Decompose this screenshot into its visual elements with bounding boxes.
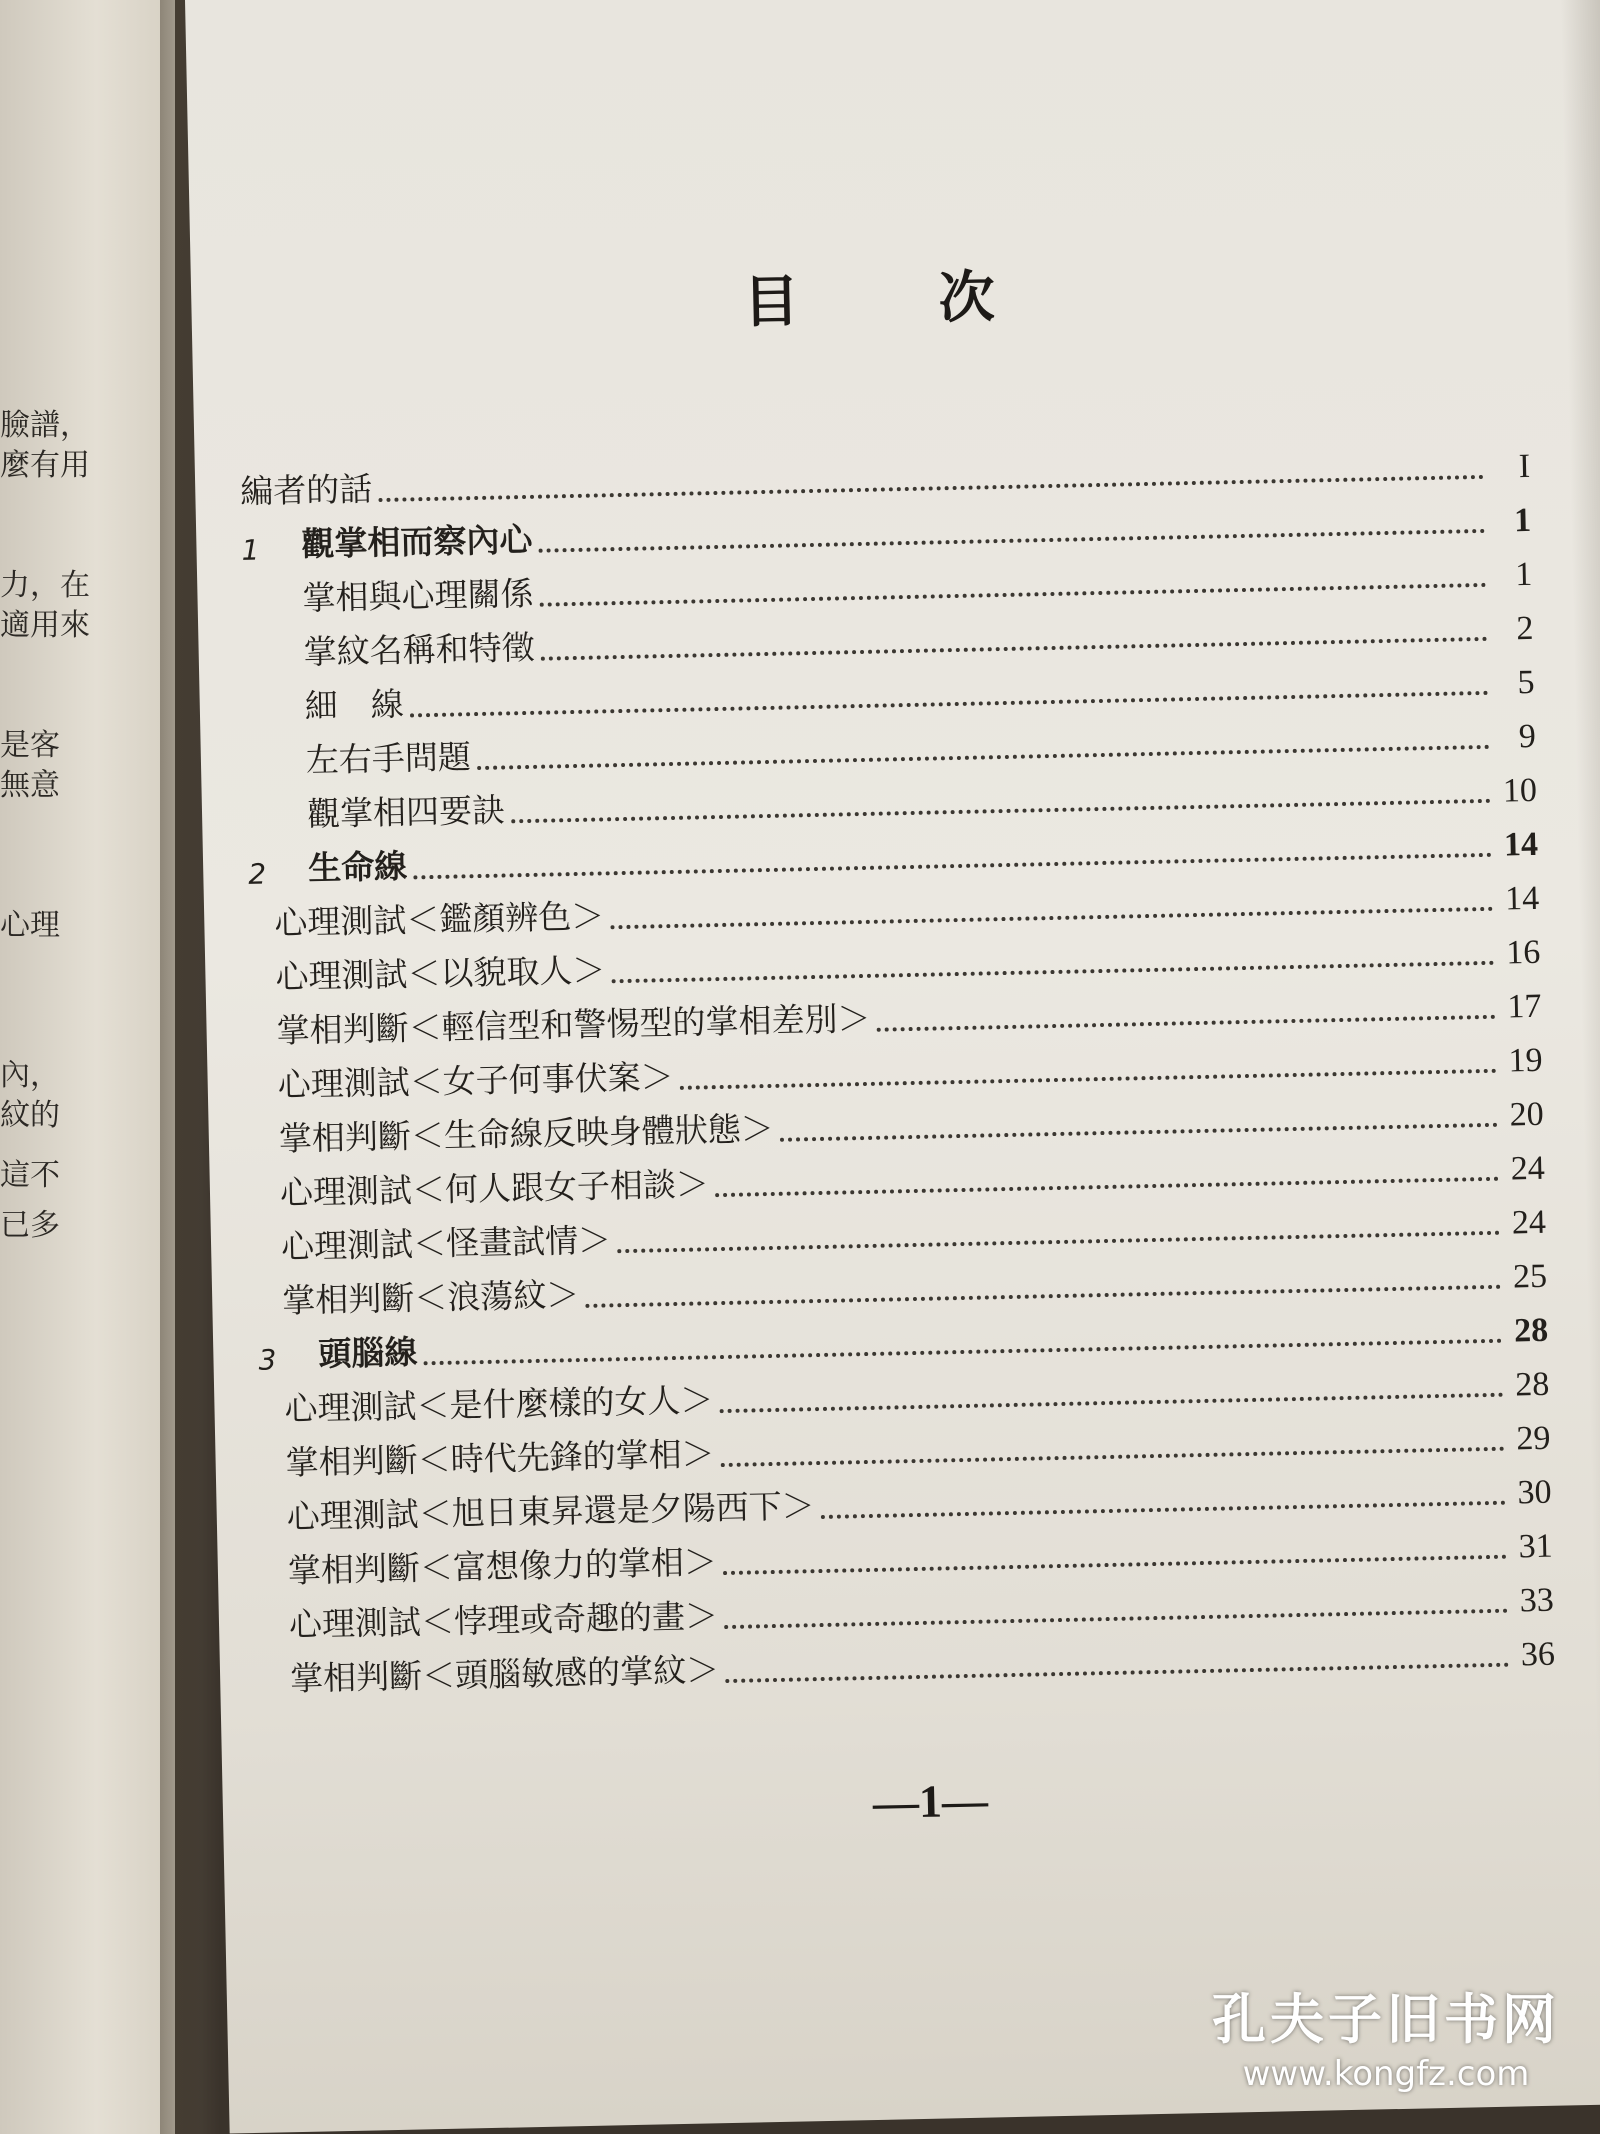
left-page-fragment: 心理 bbox=[0, 908, 60, 943]
toc-entry-page: 29 bbox=[1516, 1419, 1551, 1458]
toc-entry-title: 編者的話 bbox=[239, 469, 373, 511]
toc-entry-title: 掌相判斷＜富想像力的掌相＞ bbox=[287, 1542, 718, 1591]
chapter-number: 1 bbox=[241, 533, 260, 567]
toc-entry-page: 14 bbox=[1503, 825, 1539, 864]
toc-entry-page: 10 bbox=[1502, 771, 1538, 810]
toc-entry-title: 心理測試＜怪畫試情＞ bbox=[280, 1220, 612, 1267]
toc-entry-page: 31 bbox=[1518, 1527, 1554, 1566]
toc-entry-title: 心理測試＜是什麼樣的女人＞ bbox=[284, 1380, 714, 1429]
toc-entry-title: 心理測試＜女子何事伏案＞ bbox=[277, 1057, 675, 1105]
toc-entry-page: I bbox=[1518, 447, 1531, 486]
toc-entry-page: 28 bbox=[1513, 1311, 1549, 1350]
toc-entry-title: 掌相與心理關係 bbox=[302, 573, 534, 618]
toc-entry-page: 14 bbox=[1504, 879, 1540, 918]
watermark bbox=[1212, 1977, 1560, 2094]
toc-entry-title: 掌相判斷＜頭腦敏感的掌紋＞ bbox=[289, 1650, 720, 1699]
toc-entry-page: 2 bbox=[1516, 609, 1534, 648]
chapter-number: 2 bbox=[247, 857, 267, 891]
toc-entry-title: 心理測試＜何人跟女子相談＞ bbox=[279, 1164, 710, 1213]
toc-entry-page: 25 bbox=[1512, 1257, 1548, 1296]
left-page-fragment: 臉譜， bbox=[0, 408, 90, 443]
toc-entry-title: 頭腦線 bbox=[317, 1332, 418, 1374]
toc-entry-page: 24 bbox=[1510, 1149, 1546, 1188]
toc-entry-page: 24 bbox=[1511, 1203, 1547, 1242]
left-page-fragment: 力，在 bbox=[0, 568, 90, 603]
toc-entry-page: 1 bbox=[1513, 501, 1532, 540]
toc-entry-title: 生命線 bbox=[307, 846, 408, 888]
left-page-fragment: 是客 bbox=[0, 728, 60, 763]
toc-entry-title: 掌相判斷＜輕信型和警惕型的掌相差別＞ bbox=[276, 998, 871, 1051]
toc-entry-page: 20 bbox=[1509, 1095, 1545, 1134]
toc-entry-title: 掌相判斷＜時代先鋒的掌相＞ bbox=[285, 1434, 715, 1483]
toc-entry-title: 觀掌相四要訣 bbox=[306, 790, 506, 834]
toc-entry-page: 9 bbox=[1518, 717, 1537, 756]
toc-entry-page: 30 bbox=[1517, 1473, 1552, 1512]
toc-entry-page: 16 bbox=[1505, 933, 1541, 972]
left-page bbox=[0, 0, 175, 2134]
toc-entry-page: 17 bbox=[1506, 987, 1542, 1026]
page-number: —1— bbox=[872, 1774, 989, 1828]
toc-entry-page: 33 bbox=[1519, 1581, 1555, 1620]
watermark-name: 孔夫子旧书网 bbox=[1212, 1988, 1560, 2051]
toc-entry-page: 1 bbox=[1514, 555, 1533, 594]
toc-entry-title: 心理測試＜旭日東昇還是夕陽西下＞ bbox=[286, 1486, 816, 1537]
table-of-contents bbox=[240, 432, 1556, 1701]
page-title: 目 次 bbox=[742, 263, 1056, 336]
left-page-fragment: 適用來 bbox=[0, 608, 90, 643]
toc-entry-page: 28 bbox=[1514, 1365, 1550, 1404]
toc-entry-title: 心理測試＜以貌取人＞ bbox=[275, 950, 606, 997]
left-page-fragment: 內， bbox=[0, 1058, 60, 1093]
toc-entry-title: 心理測試＜悖理或奇趣的畫＞ bbox=[288, 1596, 719, 1645]
toc-page bbox=[185, 0, 1600, 2134]
watermark-url: www.kongfz.com bbox=[1242, 2054, 1530, 2094]
left-page-fragment: 紋的 bbox=[0, 1098, 60, 1133]
toc-entry-title: 掌相判斷＜浪蕩紋＞ bbox=[281, 1275, 580, 1321]
dot-leader bbox=[725, 1663, 1509, 1683]
left-page-fragment: 這不 bbox=[0, 1158, 60, 1193]
toc-indent bbox=[266, 1700, 291, 1701]
toc-entry-title: 心理測試＜鑑顏辨色＞ bbox=[273, 896, 605, 943]
toc-entry-title: 細 線 bbox=[304, 684, 405, 726]
toc-entry-title: 觀掌相而察內心 bbox=[301, 519, 533, 564]
toc-entry-title: 左右手問題 bbox=[305, 737, 472, 780]
toc-entry-page: 19 bbox=[1508, 1041, 1543, 1080]
chapter-number: 3 bbox=[258, 1343, 277, 1377]
left-page-fragment: 無意 bbox=[0, 768, 60, 803]
left-page-fragment: 已多 bbox=[0, 1208, 60, 1243]
toc-entry-title: 掌紋名稱和特徵 bbox=[303, 627, 536, 672]
left-page-fragment: 麼有用 bbox=[0, 448, 90, 483]
toc-entry-page: 5 bbox=[1517, 663, 1535, 702]
toc-entry-title: 掌相判斷＜生命線反映身體狀態＞ bbox=[278, 1108, 775, 1159]
toc-entry-page: 36 bbox=[1520, 1635, 1556, 1674]
